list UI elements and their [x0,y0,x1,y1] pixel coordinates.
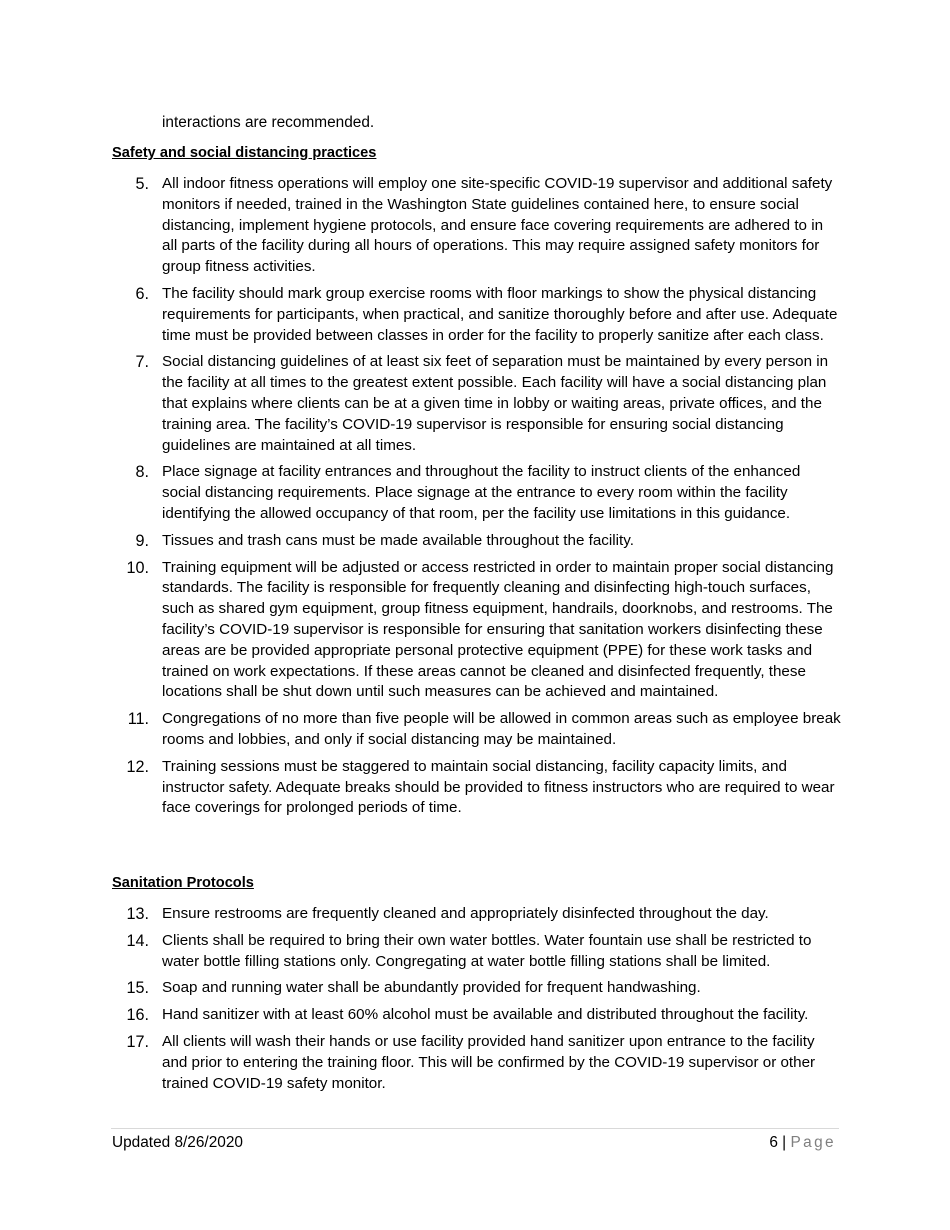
list-item [112,757,842,819]
list-item-text: Clients shall be required to bring their own water bottles. Water fountain use shall be restricted to water bottle filling stations only. Congregating at water bottle filling stations shall be limited. [162,931,812,970]
continuation-text: interactions are recommended. [162,114,375,131]
list-item-number: 7. [135,353,149,372]
list-item-text: The facility should mark group exercise rooms with floor markings to show the physical distancing requirements for participants, when practical, and sanitize thoroughly before and after use. Adequate time must be provided between classes in order for the facility to properly sanitize after each class. [162,284,838,344]
section-heading-sanitation: Sanitation Protocols [112,875,254,891]
list-item [112,531,842,552]
list-item [112,174,842,278]
list-item-text: Hand sanitizer with at least 60% alcohol must be available and distributed throughout the facility. [162,1006,809,1024]
list-item [112,284,842,346]
page-separator: | [782,1134,787,1151]
list-item-number: 12. [126,757,149,776]
list-item [112,904,842,925]
list-item-text: All indoor fitness operations will employ one site-specific COVID-19 supervisor and additional safety monitors if needed, trained in the Washington State guidelines contained here, to ensure social distancing, implement hygiene protocols, and ensure face covering requirements are adhered to in all parts of the facility during all hours of operations. This may require assigned safety monitors for group fitness activities. [162,175,833,276]
list-item-text: All clients will wash their hands or use facility provided hand sanitizer upon entrance to the facility and prior to entering the training floor. This will be confirmed by the COVID-19 supervisor or other trained COVID-19 safety monitor. [162,1032,816,1092]
safety-list [112,174,842,825]
list-item-number: 16. [126,1006,149,1025]
list-item-number: 15. [126,979,149,998]
page-word: Page [790,1134,836,1151]
list-item-number: 11. [127,710,149,729]
list-item-text: Training equipment will be adjusted or access restricted in order to maintain proper social distancing standards. The facility is responsible for frequently cleaning and disinfecting high-touch surfaces, such as shared gym equipment, group fitness equipment, handrails, doorknobs, and restrooms. The facility’s COVID-19 supervisor is responsible for ensuring that sanitation workers disinfecting these areas are be provided appropriate personal protective equipment (PPE) for these work tasks and trained on work expectations. If these areas cannot be cleaned and disinfected frequently, these locations shall be shut down until such measures can be achieved and maintained. [162,558,834,701]
list-item-number: 6. [135,284,149,303]
list-item [112,558,842,704]
list-item-text: Ensure restrooms are frequently cleaned and appropriately disinfected throughout the day. [162,905,769,922]
section-heading-safety: Safety and social distancing practices [112,145,377,161]
list-item-number: 8. [135,463,149,482]
list-item-number: 10. [126,558,149,577]
list-item-number: 13. [126,905,149,923]
list-item-number: 9. [135,531,149,550]
list-item-text: Training sessions must be staggered to maintain social distancing, facility capacity limits, and instructor safety. Adequate breaks should be provided to fitness instructors who are required to wear face coverings for prolonged periods of time. [162,757,835,817]
list-item-text: Congregations of no more than five people will be allowed in common areas such as employee break rooms and lobbies, and only if social distancing may be maintained. [162,710,841,748]
sanitation-list [112,904,842,1100]
list-item [112,709,842,751]
list-item [112,931,842,973]
list-item [112,1032,842,1094]
list-item-number: 14. [126,931,149,950]
list-item-text: Social distancing guidelines of at least six feet of separation must be maintained by every person in the facility at all times to the greatest extent possible. Each facility will have a social distancing plan that explains where clients can be at a given time in lobby or waiting areas, private offices, and the training area. The facility’s COVID-19 supervisor is responsible for ensuring social distancing guidelines are maintained at all times. [162,353,829,454]
list-item [112,352,842,456]
list-item-number: 5. [135,175,149,193]
list-item-number: 17. [126,1032,149,1051]
list-item [112,462,842,524]
page-number: 6 [769,1134,778,1151]
page-footer [111,1128,839,1159]
list-item-text: Place signage at facility entrances and throughout the facility to instruct clients of the enhanced social distancing requirements. Place signage at the entrance to every room within the facility identifying the allowed occupancy of that room, per the facility use limitations in this guidance. [162,463,801,522]
list-item [112,978,842,999]
list-item-text: Soap and running water shall be abundantly provided for frequent handwashing. [162,979,701,997]
page-indicator [769,1133,836,1153]
updated-date: Updated 8/26/2020 [112,1134,243,1151]
list-item-text: Tissues and trash cans must be made available throughout the facility. [162,531,634,549]
list-item [112,1005,842,1026]
